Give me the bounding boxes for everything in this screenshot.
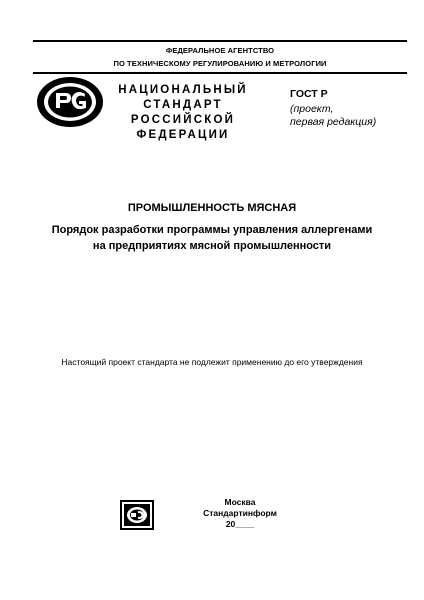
gost-code: ГОСТ Р: [290, 88, 328, 100]
publisher-name: Стандартинформ: [203, 508, 277, 518]
document-subtitle-line-2: на предприятиях мясной промышленности: [92, 240, 332, 252]
standard-title-line-2: СТАНДАРТ: [143, 99, 223, 111]
gost-status: [290, 103, 376, 129]
publisher-year: 20____: [225, 519, 255, 529]
top-rule: [33, 40, 407, 42]
document-subtitle-line-1: Порядок разработки программы управления аллергенами: [51, 224, 373, 236]
gost-r-emblem-icon: [35, 75, 105, 129]
standard-title-line-1: НАЦИОНАЛЬНЫЙ: [118, 84, 248, 96]
gost-status-line-2: первая редакция): [290, 116, 377, 128]
standartinform-logo-icon: [120, 500, 154, 530]
agency-line-1: ФЕДЕРАЛЬНОЕ АГЕНТСТВО: [165, 46, 275, 55]
standard-title-line-3: РОССИЙСКОЙ: [130, 114, 236, 126]
publisher-city: Москва: [224, 497, 256, 507]
document-subtitle: [20, 222, 404, 254]
gost-status-line-1: (проект,: [290, 103, 334, 115]
header-rule: [33, 72, 407, 74]
agency-line-2: ПО ТЕХНИЧЕСКОМУ РЕГУЛИРОВАНИЮ И МЕТРОЛОГИИ: [113, 59, 327, 68]
draft-notice: Настоящий проект стандарта не подлежит применению до его утверждения: [61, 357, 363, 367]
document-title: ПРОМЫШЛЕННОСТЬ МЯСНАЯ: [127, 202, 297, 214]
standard-title-line-4: ФЕДЕРАЦИИ: [136, 129, 230, 141]
